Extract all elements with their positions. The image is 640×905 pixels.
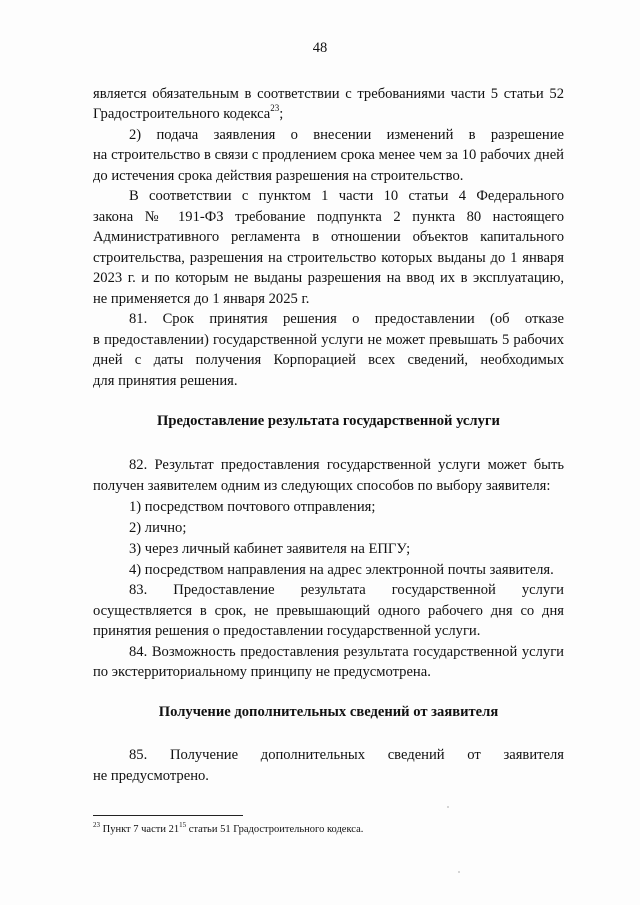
paragraph-federal-law-line-2: закона № 191-ФЗ требование подпункта 2 пункта 80 настоящего [93, 209, 564, 225]
clause-85-line-2: не предусмотрено. [93, 768, 209, 784]
clause-85-line-1: 85. Получение дополнительных сведений от заявителя [129, 747, 564, 763]
paragraph-federal-law-line-4: строительства, разрешения на строительство которых выданы до 1 января [93, 250, 564, 266]
list-item-3: 3) через личный кабинет заявителя на ЕПГУ; [129, 541, 411, 557]
footnote-23 [93, 820, 364, 837]
item-2-line-1: 2) подача заявления о внесении изменений в разрешение [129, 127, 564, 143]
clause-81-line-4: для принятия решения. [93, 373, 238, 389]
clause-83-line-3: принятия решения о предоставлении государственной услуги. [93, 623, 481, 639]
section-heading-additional-info: Получение дополнительных сведений от заявителя [158, 704, 499, 720]
paragraph-federal-law-line-1: В соответствии с пунктом 1 части 10 статьи 4 Федерального [129, 188, 564, 204]
clause-83-line-2: осуществляется в срок, не превышающий одного рабочего дня со дня [93, 603, 564, 619]
clause-83-line-1: 83. Предоставление результата государственной услуги [129, 582, 564, 598]
clause-82-line-1: 82. Результат предоставления государственной услуги может быть [129, 457, 564, 473]
code-reference-text: Градостроительного кодекса [93, 106, 271, 122]
clause-81-line-3: дней с даты получения Корпорацией всех сведений, необходимых [93, 352, 564, 368]
footnote-mark: 23 [93, 820, 100, 829]
clause-84-line-2: по экстерриториальному принципу не предусмотрена. [93, 664, 431, 680]
page-number: 48 [312, 40, 328, 56]
clause-82-line-2: получен заявителем одним из следующих способов по выбору заявителя: [93, 478, 551, 494]
footnote-text-part-1: Пункт 7 части 21 [100, 824, 180, 835]
clause-81-line-2: в предоставлении) государственной услуги не может превышать 5 рабочих [93, 332, 564, 348]
paragraph-federal-law-line-6: не применяется до 1 января 2025 г. [93, 291, 310, 307]
footnote-superscript: 15 [179, 820, 187, 829]
footnote-separator [93, 815, 243, 816]
list-item-2: 2) лично; [129, 520, 187, 536]
item-2-line-2: на строительство в связи с продлением срока менее чем за 10 рабочих дней [93, 147, 564, 163]
footnote-ref-23: 23 [270, 103, 280, 114]
punctuation: ; [279, 106, 284, 122]
item-2-line-3: до истечения срока действия разрешения на строительство. [93, 168, 464, 184]
clause-81-line-1: 81. Срок принятия решения о предоставлении (об отказе [129, 311, 564, 327]
paragraph-federal-law-line-3: Административного регламента в отношении объектов капитального [93, 229, 564, 245]
paragraph-federal-law-line-5: 2023 г. и по которым не выданы разрешения на ввод их в эксплуатацию, [93, 270, 564, 286]
list-item-4: 4) посредством направления на адрес электронной почты заявителя. [129, 562, 554, 578]
scan-speck [447, 806, 449, 808]
scan-speck [458, 871, 460, 873]
list-item-1: 1) посредством почтового отправления; [129, 499, 376, 515]
clause-84-line-1: 84. Возможность предоставления результата государственной услуги [129, 644, 564, 660]
footnote-text-part-2: статьи 51 Градостроительного кодекса. [186, 824, 364, 835]
paragraph-continuation-line-2 [93, 104, 564, 125]
paragraph-continuation-line-1: является обязательным в соответствии с требованиями части 5 статьи 52 [93, 86, 564, 102]
section-heading-result: Предоставление результата государственной услуги [157, 413, 500, 429]
